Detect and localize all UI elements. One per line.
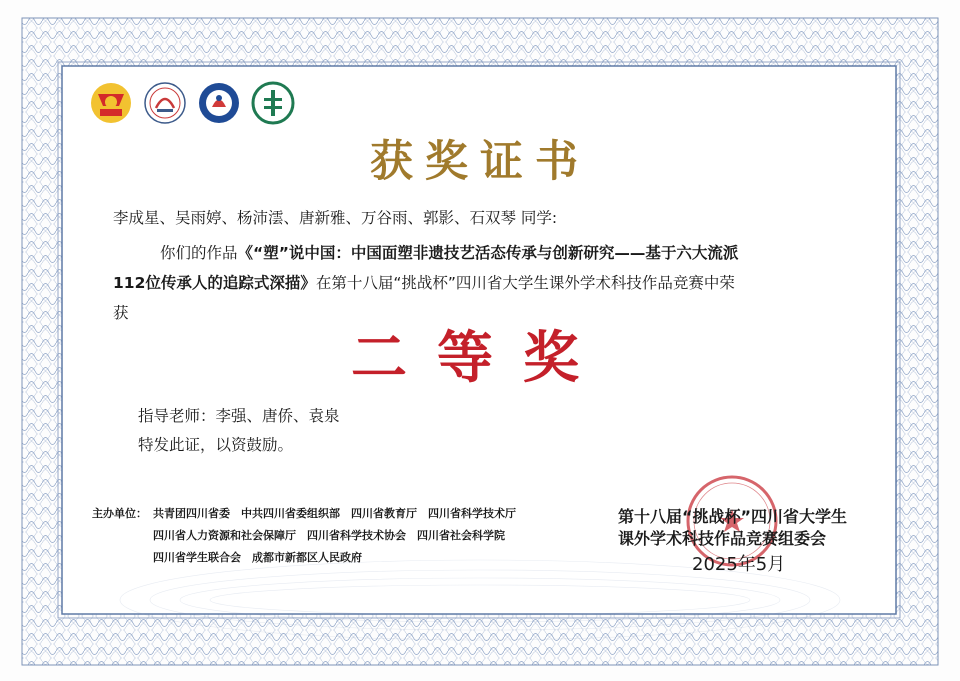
advisor-label: 指导老师： (138, 407, 216, 425)
body-continue: 在第十八届“挑战杯”四川省大学生课外学术科技作品竞赛中荣 (315, 274, 735, 292)
work-title-part-1: 《“塑”说中国：中国面塑非遗技艺活态传承与创新研究——基于六大流派 (237, 244, 739, 262)
advisor-names: 李强、唐侨、袁泉 (215, 407, 340, 425)
certificate-title: 获奖证书 (370, 137, 590, 187)
award-level: 二等奖 (351, 325, 609, 391)
bank-emblem (250, 80, 296, 126)
issue-date: 2025年5月 (692, 554, 786, 575)
body-line-1 (160, 240, 738, 266)
organizers-line-1: 共青团四川省委 中共四川省委组织部 四川省教育厅 四川省科学技术厅 (153, 507, 516, 520)
organizers-label: 主办单位： (92, 507, 147, 520)
body-line-2 (113, 270, 735, 296)
logo-row (88, 80, 296, 128)
advisor-line (138, 403, 340, 429)
university-emblem (196, 80, 242, 126)
youth-league-emblem (88, 80, 134, 126)
organizers-line-2: 四川省人力资源和社会保障厅 四川省科学技术协会 四川省社会科学院 (153, 529, 505, 542)
closing-line: 特发此证，以资鼓励。 (138, 436, 294, 454)
organizers-line-3: 四川省学生联合会 成都市新都区人民政府 (153, 551, 362, 564)
issuer-line-2: 课外学术科技作品竞赛组委会 (618, 529, 827, 548)
body-intro: 你们的作品 (160, 244, 238, 262)
recipient-list: 李成星、吴雨婷、杨沛澐、唐新雅、万谷雨、郭影、石双琴 同学: (113, 209, 558, 227)
challenge-cup-emblem (142, 80, 188, 126)
issuer-line-1: 第十八届“挑战杯”四川省大学生 (618, 507, 848, 526)
body-line-3: 获 (113, 304, 129, 322)
work-title-part-2: 112位传承人的追踪式深描》 (113, 274, 316, 292)
